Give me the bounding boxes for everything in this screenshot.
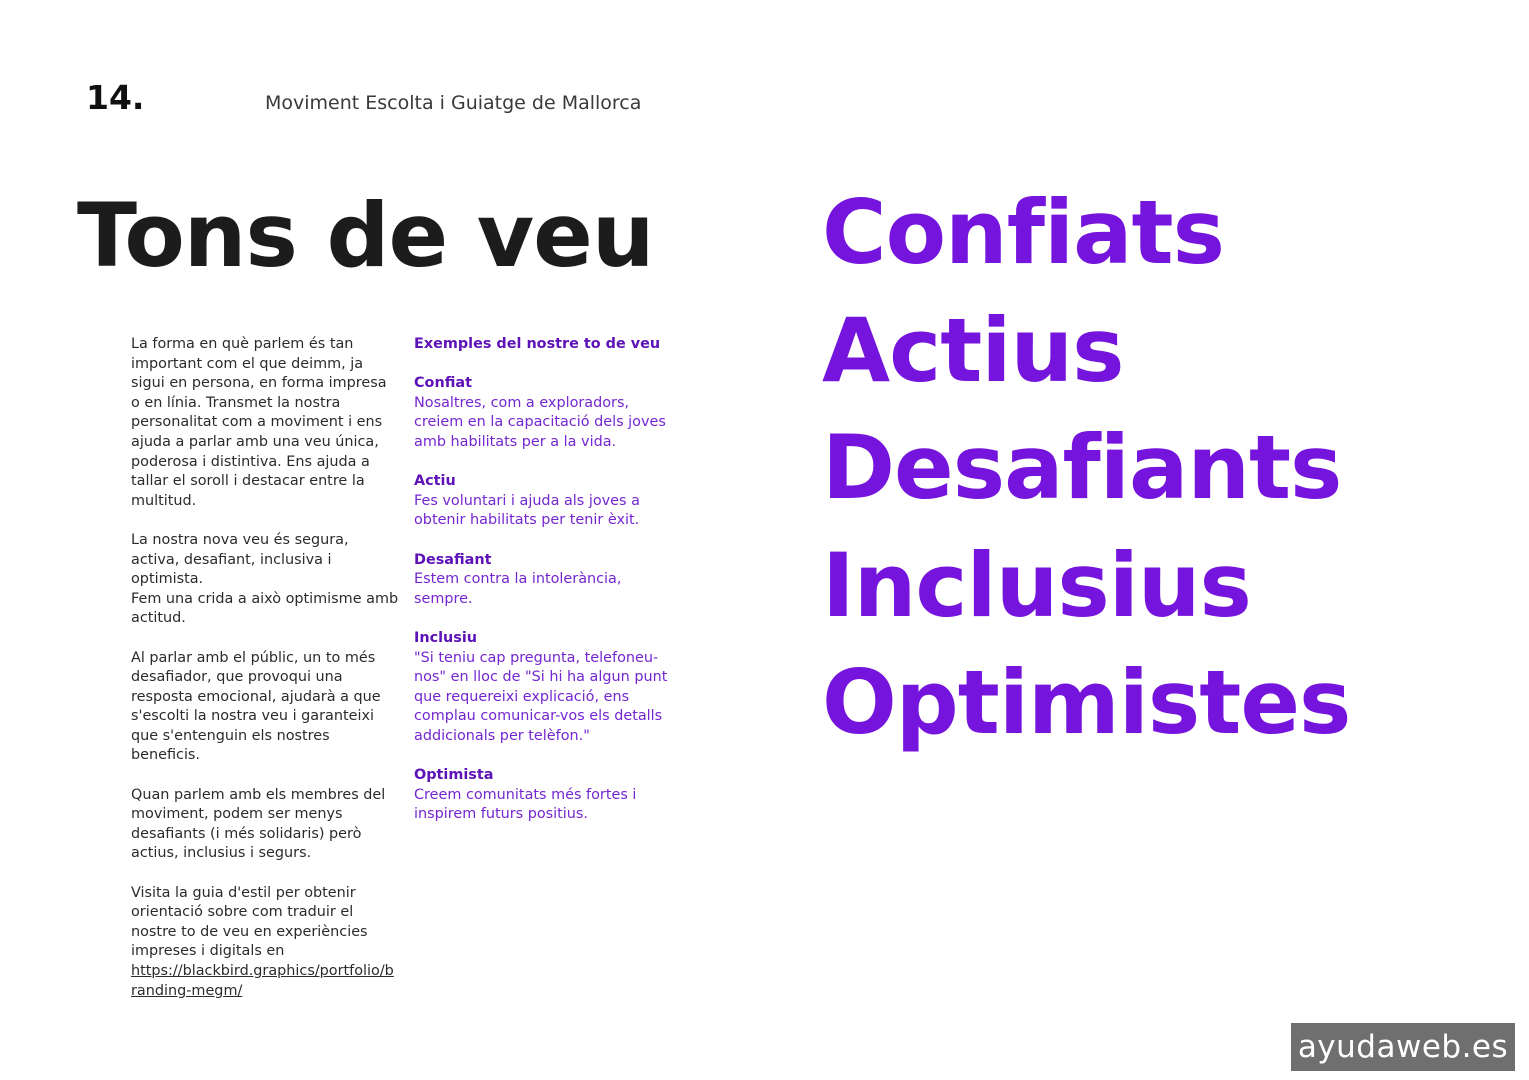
example-item bbox=[414, 374, 676, 452]
tone-word: Desafiants bbox=[822, 416, 1342, 519]
paragraph-members: Quan parlem amb els membres del moviment, podem ser menys desafiants (i més solidaris) però actius, inclusius i segurs. bbox=[131, 786, 386, 862]
example-title: Inclusiu bbox=[414, 629, 478, 646]
example-text: Creem comunitats més fortes i inspirem futurs positius. bbox=[414, 786, 637, 823]
example-item bbox=[414, 629, 676, 747]
paragraph-new-voice: La nostra nova veu és segura, activa, desafiant, inclusiva i optimista. bbox=[131, 531, 349, 588]
example-title: Confiat bbox=[414, 375, 472, 392]
example-text: Fes voluntari i ajuda als joves a obtenir habilitats per tenir èxit. bbox=[414, 492, 640, 529]
paragraph-public: Al parlar amb el públic, un to més desafiador, que provoqui una resposta emocional, ajudarà a que s'escolti la nostra veu i garanteixi que s'entenguin els nostres beneficis. bbox=[131, 649, 381, 764]
tone-word: Confiats bbox=[822, 181, 1224, 284]
example-text: Estem contra la intolerància, sempre. bbox=[414, 571, 622, 607]
body-text-column bbox=[131, 335, 399, 1001]
page-number: 14. bbox=[86, 78, 145, 117]
paragraph-call: Fem una crida a això optimisme amb actitud. bbox=[131, 590, 399, 627]
style-guide-link[interactable]: https://blackbird.graphics/portfolio/branding-megm/ bbox=[131, 963, 394, 999]
organization-name: Moviment Escolta i Guiatge de Mallorca bbox=[265, 92, 642, 114]
example-item bbox=[414, 766, 676, 825]
example-text: "Si teniu cap pregunta, telefoneu-nos" en lloc de "Si hi ha algun punt que requereixi explicació, ens complau comunicar-vos els detalls addicionals per telèfon." bbox=[414, 649, 668, 744]
tone-word: Optimistes bbox=[822, 651, 1351, 754]
example-title: Optimista bbox=[414, 767, 494, 784]
page-title: Tons de veu bbox=[77, 184, 654, 287]
tone-words-list bbox=[822, 174, 1350, 762]
example-title: Desafiant bbox=[414, 551, 492, 568]
example-item bbox=[414, 472, 676, 531]
example-item bbox=[414, 551, 676, 610]
watermark: ayudaweb.es bbox=[1291, 1023, 1515, 1071]
examples-column bbox=[414, 335, 676, 844]
tone-word: Actius bbox=[822, 298, 1124, 402]
examples-heading: Exemples del nostre to de veu bbox=[414, 336, 661, 352]
paragraph-style-guide: Visita la guia d'estil per obtenir orientació sobre com traduir el nostre to de veu en experiències impreses i digitals en bbox=[131, 884, 368, 960]
tone-word: Inclusius bbox=[822, 533, 1251, 637]
example-text: Nosaltres, com a exploradors, creiem en la capacitació dels joves amb habilitats per a la vida. bbox=[414, 394, 666, 450]
paragraph-intro: La forma en què parlem és tan important com el que deimm, ja sigui en persona, en forma impresa o en línia. Transmet la nostra personalitat com a moviment i ens ajuda a parlar amb una veu única, poderosa i distintiva. Ens ajuda a tallar el soroll i destacar entre la multitud. bbox=[131, 336, 387, 509]
example-title: Actiu bbox=[414, 473, 456, 490]
